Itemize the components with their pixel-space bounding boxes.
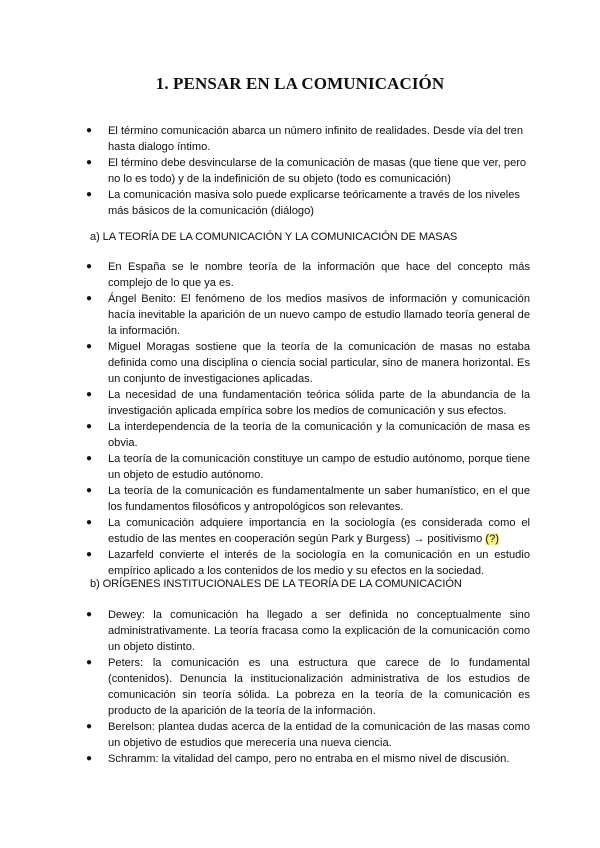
page-title: 1. PENSAR EN LA COMUNICACIÓN bbox=[155, 74, 445, 93]
bullet-icon: ● bbox=[86, 125, 93, 136]
list-item: ● Ángel Benito: El fenómeno de los medios masivos de información y comunicación hacía inevitable la aparición de un nuevo campo de estudio llamado teoría general de la información. bbox=[86, 293, 530, 337]
list-item: ● El término debe desvincularse de la comunicación de masas (que tiene que ver, pero no lo es todo) y de la indefinición de su objeto (todo es comunicación) bbox=[86, 157, 527, 185]
section-b-list bbox=[86, 607, 530, 767]
list-item: ● El término comunicación abarca un número infinito de realidades. Desde vía del tren hasta dialogo íntimo. bbox=[86, 125, 524, 153]
bullet-icon: ● bbox=[86, 421, 93, 432]
list-item: ● Schramm: la vitalidad del campo, pero no entraba en el mismo nivel de discusión. bbox=[86, 753, 510, 765]
list-item: ● Dewey: la comunicación ha llegado a ser definida no conceptualmente sino administrativamente. La teoría fracasa como la explicación de la comunicación como un objeto distinto. bbox=[86, 609, 530, 653]
bullet-icon: ● bbox=[86, 721, 93, 732]
bullet-icon: ● bbox=[86, 389, 93, 400]
list-item: ● Lazarfeld convierte el interés de la sociología en la comunicación en un estudio empírico aplicado a los contenidos de los medio y su efectos en la sociedad. bbox=[86, 549, 530, 577]
intro-list bbox=[86, 123, 530, 219]
list-item: ● En España se le nombre teoría de la información que hace del concepto más complejo de lo que ya es. bbox=[86, 261, 530, 289]
list-item: ● La teoría de la comunicación constituye un campo de estudio autónomo, porque tiene un objeto de estudio autónomo. bbox=[86, 453, 530, 481]
bullet-icon: ● bbox=[86, 485, 93, 496]
list-item: ● Peters: la comunicación es una estructura que carece de lo fundamental (contenidos). Denuncia la institucionalización administrativa de los estudios de comunicación sin teoría sólida. La pobreza en la teoría de la comunicación es producto de la aparición de la teoría de la información. bbox=[86, 657, 530, 717]
highlighted-question-mark: (?) bbox=[485, 533, 499, 545]
section-a-heading: a) LA TEORÍA DE LA COMUNICACIÓN Y LA COMUNICACIÓN DE MASAS bbox=[90, 231, 458, 243]
bullet-icon: ● bbox=[86, 157, 93, 168]
list-item: ● La necesidad de una fundamentación teórica sólida parte de la abundancia de la investigación aplicada empírica sobre los medios de comunicación y sus efectos. bbox=[86, 389, 530, 417]
bullet-icon: ● bbox=[86, 657, 93, 668]
list-item: ● Miguel Moragas sostiene que la teoría de la comunicación de masas no estaba definida como una disciplina o ciencia social particular, sino de manera horizontal. Es un conjunto de investigaciones aplicadas. bbox=[86, 341, 530, 385]
section-b-heading: b) ORÍGENES INSTITUCIONALES DE LA TEORÍA DE LA COMUNICACIÓN bbox=[90, 578, 462, 590]
list-item: ● La comunicación adquiere importancia en la sociología (es considerada como el estudio de las mentes en cooperación según Park y Burgess) → positivismo (?) bbox=[86, 517, 530, 545]
list-item: ● La interdependencia de la teoría de la comunicación y la comunicación de masa es obvia. bbox=[86, 421, 530, 449]
bullet-icon: ● bbox=[86, 189, 93, 200]
bullet-icon: ● bbox=[86, 341, 93, 352]
bullet-icon: ● bbox=[86, 753, 93, 764]
bullet-icon: ● bbox=[86, 609, 93, 620]
bullet-icon: ● bbox=[86, 293, 93, 304]
bullet-icon: ● bbox=[86, 453, 93, 464]
list-item: ● La teoría de la comunicación es fundamentalmente un saber humanístico, en el que los fundamentos filosóficos y antropológicos son relevantes. bbox=[86, 485, 530, 513]
list-item: ● Berelson: plantea dudas acerca de la entidad de la comunicación de las masas como un objetivo de estudios que merecería una nueva ciencia. bbox=[86, 721, 530, 749]
list-item: ● La comunicación masiva solo puede explicarse teóricamente a través de los niveles más básicos de la comunicación (diálogo) bbox=[86, 189, 520, 217]
bullet-icon: ● bbox=[86, 261, 93, 272]
bullet-icon: ● bbox=[86, 517, 93, 528]
section-a-list bbox=[86, 259, 530, 579]
bullet-icon: ● bbox=[86, 549, 93, 560]
